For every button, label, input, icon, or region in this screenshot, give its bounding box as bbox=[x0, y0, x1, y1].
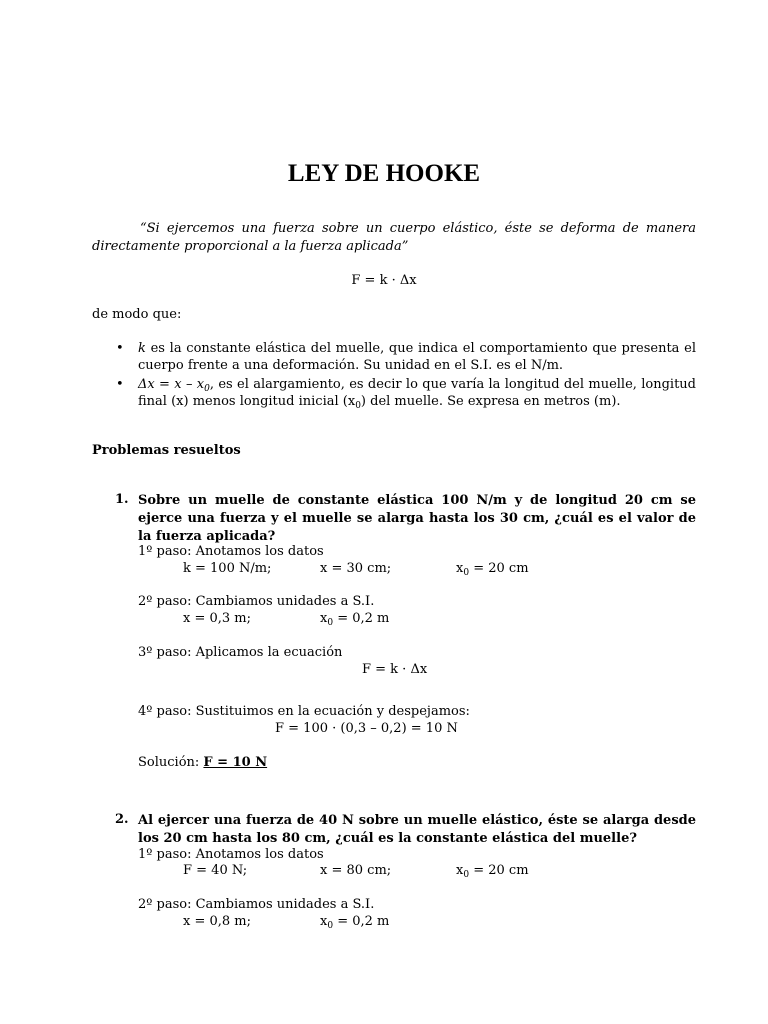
main-formula: F = k · Δx bbox=[351, 273, 417, 288]
list-item bbox=[116, 376, 696, 411]
step-label: 4º paso: Sustituimos en la ecuación y despejamos: bbox=[138, 704, 470, 719]
solution bbox=[138, 755, 267, 770]
solution-label: Solución: bbox=[138, 755, 204, 770]
step-label: 2º paso: Cambiamos unidades a S.I. bbox=[138, 594, 375, 609]
problem-number: 2. bbox=[115, 812, 129, 827]
solution-value: F = 10 N bbox=[203, 755, 268, 770]
bullet-icon: • bbox=[116, 341, 124, 356]
bullet-icon: • bbox=[116, 377, 124, 392]
data-value: $x_0 = 0,2$ m bbox=[320, 914, 390, 931]
problem-statement: Al ejercer una fuerza de 40 N sobre un muelle elástico, éste se alarga desde los 20 cm hasta los 80 cm, ¿cuál es la constante elástica del muelle? bbox=[138, 813, 696, 846]
delta-x-definition: , es el alargamiento, es decir lo que varía la longitud del muelle, longitud final (x) menos longitud inicial $(x_0)$ del muelle. Se expresa en metros (m). bbox=[138, 377, 696, 411]
data-value: $x_0 = 20$ cm bbox=[456, 561, 529, 578]
delta-x-symbol: $\Delta x = x - x_0$ bbox=[138, 377, 210, 394]
data-value: $x_0 = 20$ cm bbox=[456, 863, 529, 880]
equation: F = 100 · (0,3 – 0,2) = 10 N bbox=[275, 721, 458, 736]
section-heading: Problemas resueltos bbox=[92, 443, 241, 458]
step-label: 2º paso: Cambiamos unidades a S.I. bbox=[138, 897, 375, 912]
problem-number: 1. bbox=[115, 492, 129, 507]
equation: F = k · Δx bbox=[362, 662, 428, 677]
list-item bbox=[116, 340, 696, 374]
data-value: k = 100 N/m; bbox=[183, 561, 272, 576]
k-symbol: k bbox=[138, 341, 146, 356]
data-value: x = 30 cm; bbox=[320, 561, 392, 576]
problem-statement: Sobre un muelle de constante elástica 100 N/m y de longitud 20 cm se ejerce una fuerza y el muelle se alarga hasta los 30 cm, ¿cuál es el valor de la fuerza aplicada? bbox=[138, 493, 696, 544]
data-value: x = 0,3 m; bbox=[183, 611, 252, 626]
k-definition: es la constante elástica del muelle, que indica el comportamiento que presenta el cuerpo frente a una deformación. Su unidad en el S.I. es el N/m. bbox=[138, 341, 696, 373]
data-value: x = 80 cm; bbox=[320, 863, 392, 878]
document-title: LEY DE HOOKE bbox=[287, 160, 481, 187]
definitions-list bbox=[116, 340, 696, 412]
data-value: x = 0,8 m; bbox=[183, 914, 252, 929]
data-value: F = 40 N; bbox=[183, 863, 248, 878]
hooke-law-quote: “Si ejercemos una fuerza sobre un cuerpo elástico, éste se deforma de manera directamente proporcional a la fuerza aplicada” bbox=[92, 221, 696, 254]
intro-text: de modo que: bbox=[92, 307, 182, 322]
step-label: 1º paso: Anotamos los datos bbox=[138, 847, 324, 862]
step-label: 3º paso: Aplicamos la ecuación bbox=[138, 645, 343, 660]
step-label: 1º paso: Anotamos los datos bbox=[138, 544, 324, 559]
data-value: $x_0 = 0,2$ m bbox=[320, 611, 390, 628]
